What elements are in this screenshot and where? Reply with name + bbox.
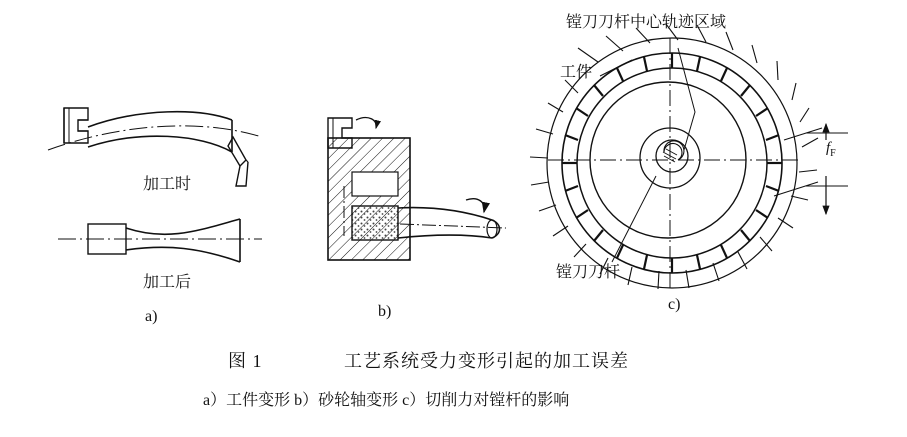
figure-subcaption: a）工件变形 b）砂轮轴变形 c）切削力对镗杆的影响 xyxy=(203,392,570,409)
figure-title: 工艺系统受力变形引起的加工误差 xyxy=(344,351,629,371)
label-workpiece: 工件 xyxy=(560,64,593,81)
label-boring-bar: 镗刀刀杆 xyxy=(556,264,621,281)
panel-letter-c: c) xyxy=(668,296,681,313)
panel-letter-a: a) xyxy=(145,308,158,325)
label-boring-bar-center-trace-region: 镗刀刀杆中心轨迹区域 xyxy=(566,14,727,31)
figure-number: 图 1 xyxy=(228,351,263,371)
panel-letter-b: b) xyxy=(378,303,392,320)
label-during-machining: 加工时 xyxy=(143,176,192,193)
fF-symbol: f xyxy=(826,140,831,156)
panel-b-spindle-view xyxy=(328,118,506,260)
fF-subscript: F xyxy=(830,148,836,159)
label-after-machining: 加工后 xyxy=(143,274,192,291)
label-cutting-force-fF xyxy=(826,140,836,159)
